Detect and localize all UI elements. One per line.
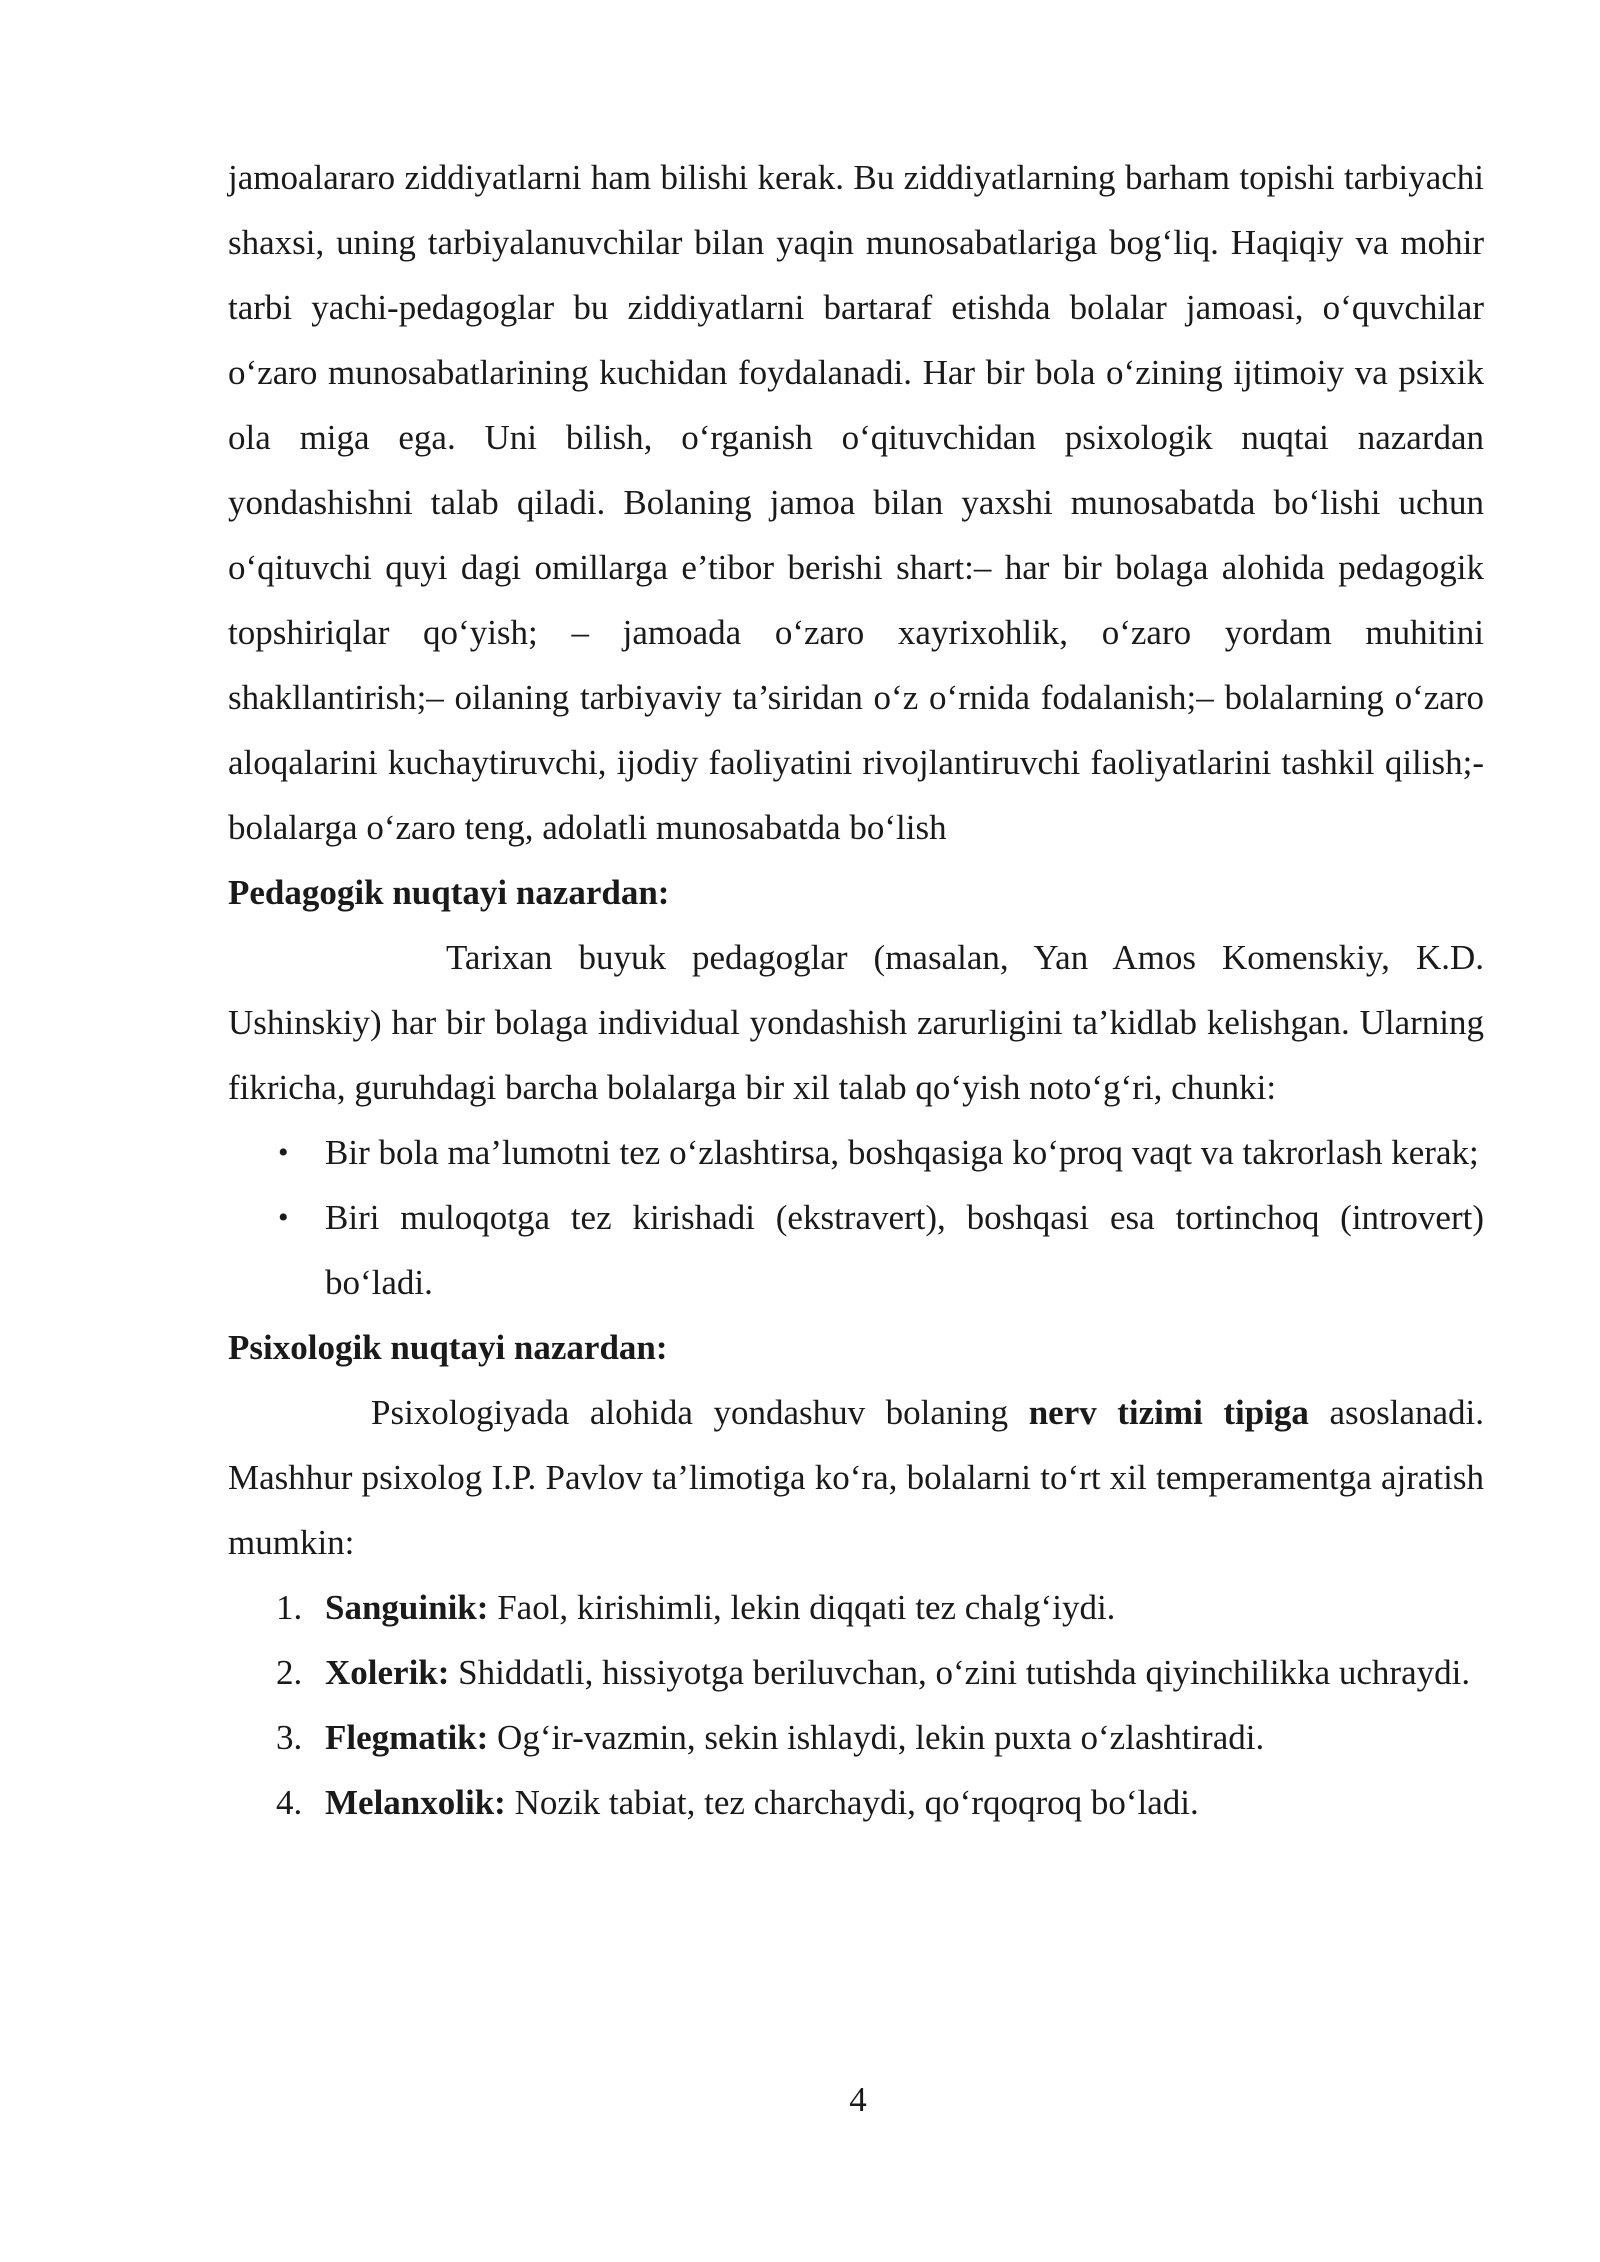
psychological-text-after: asoslanadi. Mashhur psixolog I.P. Pavlov ta’limotiga ko‘ra, bolalarni to‘rt xil temperamentga ajratish mumkin: [228,1393,1485,1562]
psychological-heading: Psixologik nuqtayi nazardan: [228,1328,668,1367]
temperament-term: Sanguinik: [325,1588,489,1627]
temperament-term: Melanxolik: [325,1783,506,1822]
page-number: 4 [849,2080,867,2119]
pedagogical-paragraph: Tarixan buyuk pedagoglar (masalan, Yan Amos Komenskiy, K.D. Ushinskiy) har bir bolaga individual yondashish zarurligini ta’kidlab kelishgan. Ularning fikricha, guruhdagi barcha bolalarga bir xil talab qo‘yish noto‘g‘ri, chunki: [228,938,1484,1107]
psychological-paragraph [228,1380,1484,1575]
list-item [228,1770,1484,1835]
intro-paragraph: jamoalararo ziddiyatlarni ham bilishi kerak. Bu ziddiyatlarning barham topishi tarbiyachi shaxsi, uning tarbiyalanuvchilar bilan yaqin munosabatlariga bog‘liq. Haqiqiy va mohir tarbi yachi-pedagoglar bu ziddiyatlarni bartaraf etishda bolalar jamoasi, o‘quvchilar o‘zaro munosabatlarining kuchidan foydalanadi. Har bir bola o‘zining ijtimoiy va psixik ola miga ega. Uni bilish, o‘rganish o‘qituvchidan psixologik nuqtai nazardan yondashishni talab qiladi. Bolaning jamoa bilan yaxshi munosabatda bo‘lishi uchun o‘qituvchi quyi dagi omillarga e’tibor berishi shart:– har bir bolaga alohida pedagogik topshiriqlar qo‘yish; – jamoada o‘zaro xayrixohlik, o‘zaro yordam muhitini shakllantirish;– oilaning tarbiyaviy ta’siridan o‘z o‘rnida fodalanish;– bolalarning o‘zaro aloqalarini kuchaytiruvchi, ijodiy faoliyatini rivojlantiruvchi faoliyatlarini tashkil qilish;- bolalarga o‘zaro teng, adolatli munosabatda bo‘lish [228,158,1484,847]
list-number: 2. [276,1653,303,1692]
bullet-icon: • [278,1201,289,1234]
temperament-description: Faol, kirishimli, lekin diqqati tez chalg‘iydi. [488,1588,1116,1627]
temperament-list [228,1575,1484,1835]
psychological-text-before: Psixologiyada alohida yondashuv bolaning [371,1393,1029,1432]
temperament-term: Flegmatik: [325,1718,489,1757]
list-number: 4. [276,1783,303,1822]
bullet-text: Bir bola ma’lumotni tez o‘zlashtirsa, boshqasiga ko‘proq vaqt va takrorlash kerak; [325,1133,1479,1172]
temperament-description: Nozik tabiat, tez charchaydi, qo‘rqoqroq bo‘ladi. [505,1783,1199,1822]
list-item [228,1120,1484,1185]
list-number: 3. [276,1718,303,1757]
list-item [228,1640,1484,1705]
list-item [228,1185,1484,1315]
temperament-description: Og‘ir-vazmin, sekin ishlaydi, lekin puxta o‘zlashtiradi. [488,1718,1265,1757]
pedagogical-bullet-list [228,1120,1484,1315]
list-number: 1. [276,1588,303,1627]
list-item [228,1705,1484,1770]
temperament-term: Xolerik: [325,1653,450,1692]
temperament-description: Shiddatli, hissiyotga beriluvchan, o‘zini tutishda qiyinchilikka uchraydi. [449,1653,1471,1692]
psychological-text-emphasis: nerv tizimi tipiga [1028,1393,1309,1432]
bullet-text: Biri muloqotga tez kirishadi (ekstravert), boshqasi esa tortinchoq (introvert) bo‘ladi. [325,1198,1484,1302]
bullet-icon: • [278,1136,289,1169]
pedagogical-heading: Pedagogik nuqtayi nazardan: [228,873,670,912]
document-page [228,145,1484,1835]
list-item [228,1575,1484,1640]
